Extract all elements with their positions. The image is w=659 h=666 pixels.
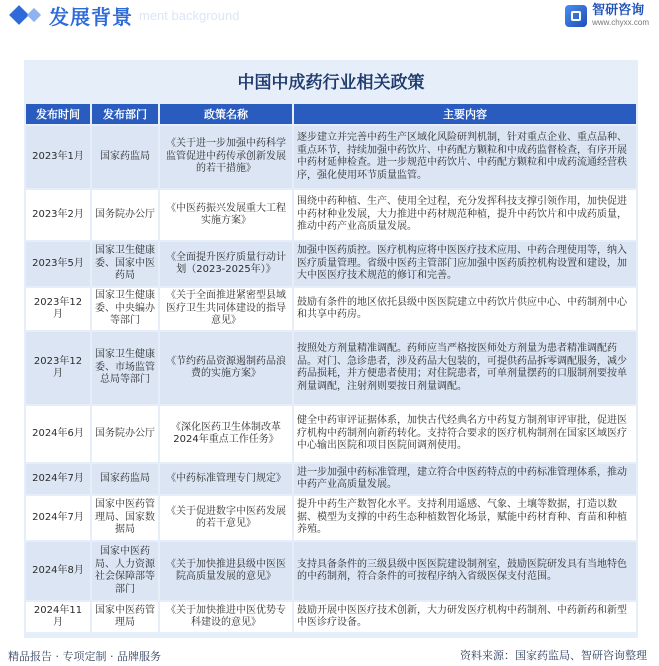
cell-time: 2024年8月 — [26, 542, 90, 600]
cell-dept: 国家卫生健康委、国家中医药局 — [92, 242, 158, 286]
cell-dept: 国务院办公厅 — [92, 190, 158, 240]
cell-name: 《关于加快推进县级中医医院高质量发展的意见》 — [160, 542, 292, 600]
table-row — [26, 288, 636, 330]
brand-name: 智研咨询 — [592, 3, 645, 18]
cell-dept: 国家中医药管理局 — [92, 602, 158, 632]
cell-content: 进一步加强中药标准管理，建立符合中医药特点的中药标准管理体系，推动中药产业高质量发展。 — [294, 464, 636, 494]
column-header-content: 主要内容 — [294, 104, 636, 124]
cell-content: 鼓励开展中医医疗技术创新，大力研发医疗机构中药制剂、中药新药和新型中医诊疗设备。 — [294, 602, 636, 632]
cell-name: 《深化医药卫生体制改革2024年重点工作任务》 — [160, 406, 292, 462]
cell-name: 《关于加快推进中医优势专科建设的意见》 — [160, 602, 292, 632]
footer-tagline: 精品报告 · 专项定制 · 品牌服务 — [8, 650, 161, 663]
cell-name: 《关于全面推进紧密型县域医疗卫生共同体建设的指导意见》 — [160, 288, 292, 330]
cell-content: 支持具备条件的三级县级中医医院建设制剂室，鼓励医院研发具有当地特色的中药制剂，符合条件的可按程序纳入省级医保支付范围。 — [294, 542, 636, 600]
cell-dept: 国家中医药局、人力资源社会保障部等部门 — [92, 542, 158, 600]
cell-dept: 国家中医药管理局、国家数据局 — [92, 496, 158, 540]
policy-panel — [24, 60, 638, 638]
cell-dept: 国家卫生健康委、市场监管总局等部门 — [92, 332, 158, 404]
cell-content: 鼓励有条件的地区依托县级中医医院建立中药饮片供应中心、中药制剂中心和共享中药房。 — [294, 288, 636, 330]
page-footer — [0, 644, 659, 666]
cell-time: 2023年5月 — [26, 242, 90, 286]
cell-time: 2024年7月 — [26, 496, 90, 540]
column-header-dept: 发布部门 — [92, 104, 158, 124]
cell-time: 2024年6月 — [26, 406, 90, 462]
diamond-small-icon — [27, 8, 41, 22]
cell-content: 按照处方剂量精准调配。药师应当严格按医师处方剂量为患者精准调配药品。对门、急诊患者，涉及药品大包装的，可提供药品拆零调配服务，减少药品损耗，并方便患者使用；对住院患者，可单剂量摆药的口服制剂要按单剂量调配，注射剂则要按日剂量调配。 — [294, 332, 636, 404]
section-subtitle: ment background — [139, 7, 240, 23]
table-row — [26, 542, 636, 600]
cell-dept: 国家药监局 — [92, 126, 158, 188]
table-row — [26, 496, 636, 540]
footer-source: 资料来源：国家药监局、智研咨询整理 — [460, 649, 647, 662]
cell-content: 健全中药审评证据体系，加快古代经典名方中药复方制剂审评审批，促进医疗机构中药制剂向新药转化。支持符合要求的医疗机构制剂在国家区域医疗中心输出医院和项目医院间调剂使用。 — [294, 406, 636, 462]
table-row — [26, 464, 636, 494]
cell-dept: 国务院办公厅 — [92, 406, 158, 462]
cell-name: 《中医药振兴发展重大工程实施方案》 — [160, 190, 292, 240]
policy-table — [24, 102, 638, 634]
table-row — [26, 602, 636, 632]
cell-dept: 国家卫生健康委、中央编办等部门 — [92, 288, 158, 330]
cell-name: 《节约药品资源遏制药品浪费的实施方案》 — [160, 332, 292, 404]
cell-time: 2024年11月 — [26, 602, 90, 632]
column-header-time: 发布时间 — [26, 104, 90, 124]
cell-name: 《关于进一步加强中药科学监管促进中药传承创新发展的若干措施》 — [160, 126, 292, 188]
cell-content: 提升中药生产数智化水平。支持利用遥感、气象、土壤等数据，打造以数据、模型为支撑的中药生态种植数智化场景，赋能中药材育种、育苗和种植养殖。 — [294, 496, 636, 540]
cell-time: 2023年12月 — [26, 288, 90, 330]
cell-dept: 国家药监局 — [92, 464, 158, 494]
brand-logo-icon — [565, 5, 587, 27]
cell-name: 《关于促进数字中医药发展的若干意见》 — [160, 496, 292, 540]
cell-time: 2024年7月 — [26, 464, 90, 494]
page-header — [0, 0, 659, 32]
brand — [565, 4, 649, 28]
cell-content: 加强中医药质控。医疗机构应将中医医疗技术应用、中药合理使用等，纳入医疗质量管理。省级中医药主管部门应加强中医药质控机构设置和建设，加大中医医疗技术规范的修订和完善。 — [294, 242, 636, 286]
header-title-group — [0, 0, 300, 30]
table-row — [26, 332, 636, 404]
cell-time: 2023年2月 — [26, 190, 90, 240]
table-row — [26, 406, 636, 462]
column-header-name: 政策名称 — [160, 104, 292, 124]
table-header-row — [26, 104, 636, 124]
table-row — [26, 242, 636, 286]
cell-time: 2023年1月 — [26, 126, 90, 188]
brand-text — [592, 4, 649, 28]
brand-url: www.chyxx.com — [592, 18, 649, 27]
cell-time: 2023年12月 — [26, 332, 90, 404]
table-title: 中国中成药行业相关政策 — [237, 73, 425, 93]
cell-content: 围绕中药种植、生产、使用全过程，充分发挥科技支撑引领作用，加快促进中药材种业发展，大力推进中药材规范种植，提升中药饮片和中成药质量，推动中药产业高质量发展。 — [294, 190, 636, 240]
cell-name: 《全面提升医疗质量行动计划（2023-2025年）》 — [160, 242, 292, 286]
cell-name: 《中药标准管理专门规定》 — [160, 464, 292, 494]
table-row — [26, 190, 636, 240]
table-row — [26, 126, 636, 188]
cell-content: 逐步建立并完善中药生产区域化风险研判机制，针对重点企业、重点品种、重点环节，持续加强中药饮片、中药配方颗粒和中成药监督检查，有序开展中药材延伸检查。进一步规范中药饮片、中药配方颗粒和中成药流通经营秩序，强化使用环节质量监管。 — [294, 126, 636, 188]
section-title: 发展背景 — [49, 4, 133, 29]
